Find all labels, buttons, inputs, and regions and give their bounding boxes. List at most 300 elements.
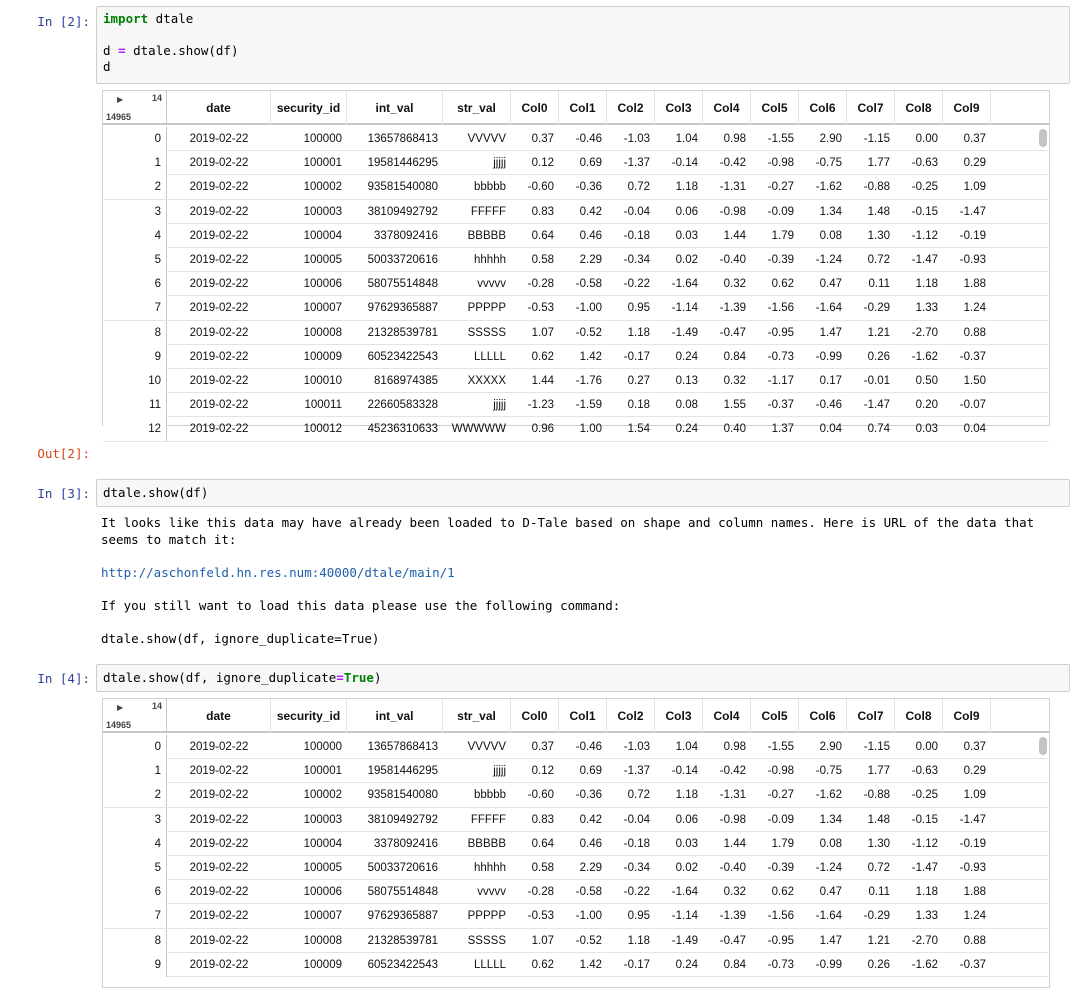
column-header-date[interactable]: date bbox=[167, 91, 271, 125]
table-cell: -1.24 bbox=[815, 862, 842, 874]
table-cell: -1.55 bbox=[767, 741, 794, 753]
table-cell: 1.00 bbox=[579, 423, 602, 436]
table-cell: 1.48 bbox=[867, 205, 890, 218]
table-cell: -0.42 bbox=[719, 765, 746, 778]
table-cell: 0.37 bbox=[963, 133, 986, 145]
table-cell: 2.90 bbox=[819, 741, 842, 753]
row-index: 8 bbox=[103, 929, 167, 953]
grid-corner-menu[interactable] bbox=[103, 91, 167, 125]
table-cell: -0.18 bbox=[623, 837, 650, 850]
table-row[interactable] bbox=[103, 832, 1049, 856]
table-cell: 2019-02-22 bbox=[189, 375, 249, 387]
table-cell: 1.18 bbox=[627, 326, 650, 339]
table-row[interactable] bbox=[103, 759, 1049, 783]
column-header-col7[interactable]: Col7 bbox=[847, 699, 895, 733]
table-cell: bbbbb bbox=[474, 789, 506, 802]
table-cell: -0.47 bbox=[719, 326, 746, 339]
row-index: 4 bbox=[103, 832, 167, 856]
column-header-int-val[interactable]: int_val bbox=[347, 91, 443, 125]
table-cell: 2019-02-22 bbox=[189, 278, 249, 291]
keyword-import: import bbox=[103, 11, 149, 26]
table-cell: -1.64 bbox=[671, 886, 698, 899]
table-cell: -1.00 bbox=[575, 302, 602, 315]
code-line-3: d bbox=[103, 59, 111, 74]
table-cell: 0.08 bbox=[819, 837, 842, 850]
column-header-col0[interactable]: Col0 bbox=[511, 91, 559, 125]
table-cell: 1.42 bbox=[579, 958, 602, 971]
table-cell: 1.18 bbox=[675, 789, 698, 802]
table-row[interactable] bbox=[103, 783, 1049, 807]
table-row[interactable] bbox=[103, 904, 1049, 928]
code-cell-2[interactable] bbox=[96, 6, 1070, 84]
column-header-security-id[interactable]: security_id bbox=[271, 699, 347, 733]
table-cell: FFFFF bbox=[470, 205, 506, 218]
table-cell: 0.98 bbox=[723, 741, 746, 753]
scrollbar-thumb[interactable] bbox=[1039, 737, 1047, 755]
table-cell: 100004 bbox=[303, 837, 342, 850]
row-index: 6 bbox=[103, 272, 167, 296]
table-cell: 0.18 bbox=[627, 399, 650, 412]
column-header-col6[interactable]: Col6 bbox=[799, 91, 847, 125]
code-line-1 bbox=[103, 670, 1063, 686]
table-cell: 1.88 bbox=[963, 278, 986, 291]
table-cell: 38109492792 bbox=[367, 205, 438, 218]
table-cell: 0.64 bbox=[531, 229, 554, 242]
table-cell: 93581540080 bbox=[367, 789, 438, 802]
table-cell: 2019-02-22 bbox=[189, 350, 249, 363]
table-row[interactable] bbox=[103, 296, 1049, 320]
input-prompt-2: In [2]: bbox=[37, 14, 90, 29]
table-cell: 0.95 bbox=[627, 910, 650, 923]
table-cell: 1.33 bbox=[915, 302, 938, 315]
table-cell: 100001 bbox=[303, 157, 342, 170]
table-cell: 100001 bbox=[303, 765, 342, 778]
table-cell: -0.60 bbox=[527, 181, 554, 194]
table-row[interactable] bbox=[103, 321, 1049, 345]
table-cell: 100005 bbox=[303, 254, 342, 266]
table-cell: 97629365887 bbox=[367, 910, 438, 923]
table-cell: SSSSS bbox=[467, 934, 506, 947]
table-cell: -2.70 bbox=[911, 326, 938, 339]
scrollbar-thumb[interactable] bbox=[1039, 129, 1047, 147]
column-header-col0[interactable]: Col0 bbox=[511, 699, 559, 733]
table-row[interactable] bbox=[103, 735, 1049, 759]
table-cell: -1.64 bbox=[815, 910, 842, 923]
table-cell: jjjjj bbox=[493, 157, 506, 170]
table-cell: 0.06 bbox=[675, 205, 698, 218]
row-index: 5 bbox=[103, 248, 167, 272]
table-cell: 0.32 bbox=[723, 886, 746, 899]
table-cell: 100011 bbox=[304, 399, 342, 412]
table-cell: -0.53 bbox=[527, 910, 554, 923]
column-header-col6[interactable]: Col6 bbox=[799, 699, 847, 733]
table-cell: hhhhh bbox=[474, 862, 506, 874]
table-cell: 45236310633 bbox=[367, 423, 438, 436]
table-cell: 0.42 bbox=[579, 205, 602, 218]
table-cell: -0.39 bbox=[767, 254, 794, 266]
table-row[interactable] bbox=[103, 417, 1049, 441]
table-cell: 1.37 bbox=[771, 423, 794, 436]
table-row[interactable] bbox=[103, 953, 1049, 977]
table-cell: 0.62 bbox=[771, 278, 794, 291]
table-cell: 1.04 bbox=[675, 741, 698, 753]
table-cell: LLLLL bbox=[474, 958, 506, 971]
table-row[interactable] bbox=[103, 175, 1049, 199]
table-cell: jjjjj bbox=[493, 399, 506, 412]
column-count: 14 bbox=[151, 93, 162, 103]
code-text: ) bbox=[373, 670, 382, 685]
table-cell: 0.83 bbox=[531, 813, 554, 826]
table-cell: 2019-02-22 bbox=[189, 741, 249, 753]
table-cell: 0.32 bbox=[723, 375, 746, 387]
table-cell: 0.40 bbox=[723, 423, 746, 436]
table-cell: -1.62 bbox=[911, 958, 938, 971]
column-header-security-id[interactable]: security_id bbox=[271, 91, 347, 125]
table-cell: -1.39 bbox=[719, 302, 746, 315]
table-cell: 0.47 bbox=[819, 886, 842, 899]
table-cell: -0.25 bbox=[911, 789, 938, 802]
row-index: 4 bbox=[103, 224, 167, 248]
column-header-col7[interactable]: Col7 bbox=[847, 91, 895, 125]
column-header-col1[interactable]: Col1 bbox=[559, 91, 607, 125]
table-cell: -0.46 bbox=[575, 133, 602, 145]
table-cell: 1.47 bbox=[819, 934, 842, 947]
column-header-str-val[interactable]: str_val bbox=[443, 91, 511, 125]
table-cell: -0.36 bbox=[575, 789, 602, 802]
table-cell: PPPPP bbox=[467, 302, 506, 315]
table-cell: 2019-02-22 bbox=[189, 302, 249, 315]
table-row[interactable] bbox=[103, 127, 1049, 151]
table-cell: 2019-02-22 bbox=[189, 254, 249, 266]
table-cell: 100012 bbox=[303, 423, 342, 436]
table-cell: 1.88 bbox=[963, 886, 986, 899]
table-cell: -0.28 bbox=[527, 886, 554, 899]
table-cell: vvvvv bbox=[477, 278, 506, 291]
table-cell: 50033720616 bbox=[367, 254, 438, 266]
table-cell: -0.53 bbox=[527, 302, 554, 315]
table-cell: -0.37 bbox=[959, 350, 986, 363]
code-cell-3[interactable] bbox=[96, 479, 1070, 507]
table-cell: 58075514848 bbox=[367, 886, 438, 899]
table-cell: 0.50 bbox=[915, 375, 938, 387]
table-cell: -0.88 bbox=[863, 181, 890, 194]
table-cell: 2019-02-22 bbox=[189, 789, 249, 802]
table-cell: -0.34 bbox=[623, 862, 650, 874]
table-cell: -0.19 bbox=[959, 837, 986, 850]
table-cell: -0.09 bbox=[767, 813, 794, 826]
table-cell: 0.29 bbox=[963, 765, 986, 778]
row-index: 1 bbox=[103, 151, 167, 175]
table-cell: -0.98 bbox=[767, 157, 794, 170]
triangle-right-icon[interactable]: ▶ bbox=[117, 703, 124, 712]
table-cell: 0.88 bbox=[963, 934, 986, 947]
table-cell: -0.75 bbox=[815, 157, 842, 170]
table-cell: 1.55 bbox=[723, 399, 746, 412]
table-cell: 100006 bbox=[303, 278, 342, 291]
table-cell: 0.47 bbox=[819, 278, 842, 291]
table-cell: 1.79 bbox=[771, 837, 794, 850]
output-prompt-2: Out[2]: bbox=[37, 446, 90, 461]
table-cell: -0.60 bbox=[527, 789, 554, 802]
table-cell: -1.23 bbox=[527, 399, 554, 412]
table-cell: 19581446295 bbox=[367, 157, 438, 170]
table-cell: 2019-02-22 bbox=[189, 862, 249, 874]
column-header-str-val[interactable]: str_val bbox=[443, 699, 511, 733]
table-cell: -0.40 bbox=[719, 862, 746, 874]
column-header-col2[interactable]: Col2 bbox=[607, 91, 655, 125]
table-cell: -1.49 bbox=[671, 934, 698, 947]
table-cell: -1.47 bbox=[863, 399, 890, 412]
code-text: d bbox=[103, 43, 119, 58]
column-header-col3[interactable]: Col3 bbox=[655, 91, 703, 125]
table-cell: 2019-02-22 bbox=[189, 157, 249, 170]
code-text: dtale bbox=[148, 11, 194, 26]
row-total: 14965 bbox=[106, 112, 132, 122]
dtale-grid-1[interactable] bbox=[102, 90, 1050, 436]
table-cell: -1.59 bbox=[575, 399, 602, 412]
row-index: 3 bbox=[103, 808, 167, 832]
column-header-col4[interactable]: Col4 bbox=[703, 91, 751, 125]
table-cell: -1.12 bbox=[911, 229, 938, 242]
table-cell: -0.18 bbox=[623, 229, 650, 242]
table-cell: -0.42 bbox=[719, 157, 746, 170]
table-cell: 0.11 bbox=[868, 886, 890, 899]
table-cell: -0.58 bbox=[575, 278, 602, 291]
table-cell: -1.47 bbox=[959, 813, 986, 826]
table-cell: 1.33 bbox=[915, 910, 938, 923]
column-header-col3[interactable]: Col3 bbox=[655, 699, 703, 733]
table-cell: 0.24 bbox=[675, 423, 698, 436]
table-cell: -1.14 bbox=[671, 302, 698, 315]
table-cell: -0.09 bbox=[767, 205, 794, 218]
table-cell: XXXXX bbox=[467, 375, 506, 387]
keyword-true: True bbox=[343, 670, 374, 685]
table-cell: 1.18 bbox=[915, 886, 938, 899]
table-cell: 1.48 bbox=[867, 813, 890, 826]
table-cell: -0.88 bbox=[863, 789, 890, 802]
table-cell: 0.62 bbox=[771, 886, 794, 899]
table-cell: 0.88 bbox=[963, 326, 986, 339]
column-header-col8[interactable]: Col8 bbox=[895, 699, 943, 733]
column-header-col5[interactable]: Col5 bbox=[751, 699, 799, 733]
column-header-col9[interactable]: Col9 bbox=[943, 91, 991, 125]
row-index: 3 bbox=[103, 200, 167, 224]
table-cell: -0.04 bbox=[623, 205, 650, 218]
table-cell: 100009 bbox=[303, 958, 342, 971]
table-cell: 0.17 bbox=[819, 375, 842, 387]
table-cell: 0.46 bbox=[579, 229, 602, 242]
table-row[interactable] bbox=[103, 224, 1049, 248]
table-cell: -0.01 bbox=[863, 375, 890, 387]
table-cell: 100002 bbox=[303, 789, 342, 802]
table-cell: 2019-02-22 bbox=[189, 958, 249, 971]
table-cell: -1.55 bbox=[767, 133, 794, 145]
table-cell: -1.62 bbox=[911, 350, 938, 363]
table-cell: -0.95 bbox=[767, 326, 794, 339]
table-cell: 21328539781 bbox=[367, 934, 438, 947]
input-prompt-4: In [4]: bbox=[37, 671, 90, 686]
table-cell: 2019-02-22 bbox=[189, 229, 249, 242]
row-index: 5 bbox=[103, 856, 167, 880]
table-cell: 100009 bbox=[303, 350, 342, 363]
column-count: 14 bbox=[151, 701, 162, 711]
table-cell: 2019-02-22 bbox=[189, 205, 249, 218]
table-cell: 0.69 bbox=[579, 765, 602, 778]
row-index: 6 bbox=[103, 880, 167, 904]
code-cell-4[interactable] bbox=[96, 664, 1070, 692]
table-cell: 0.03 bbox=[675, 229, 698, 242]
input-prompt-3: In [3]: bbox=[37, 486, 90, 501]
load-instruction-text: If you still want to load this data please use the following command: bbox=[101, 598, 621, 613]
table-cell: BBBBB bbox=[467, 837, 506, 850]
table-cell: 60523422543 bbox=[367, 350, 438, 363]
table-row[interactable] bbox=[103, 200, 1049, 224]
table-cell: -0.36 bbox=[575, 181, 602, 194]
table-row[interactable] bbox=[103, 856, 1049, 880]
table-cell: 38109492792 bbox=[367, 813, 438, 826]
column-header-col1[interactable]: Col1 bbox=[559, 699, 607, 733]
dtale-grid-2[interactable] bbox=[102, 698, 1050, 988]
table-cell: -0.28 bbox=[527, 278, 554, 291]
code-line-1 bbox=[103, 11, 1063, 27]
table-cell: -1.49 bbox=[671, 326, 698, 339]
table-cell: 1.30 bbox=[867, 837, 890, 850]
table-cell: 0.32 bbox=[723, 278, 746, 291]
table-row[interactable] bbox=[103, 151, 1049, 175]
table-row[interactable] bbox=[103, 248, 1049, 272]
table-cell: -0.63 bbox=[911, 157, 938, 170]
table-row[interactable] bbox=[103, 929, 1049, 953]
table-cell: 1.34 bbox=[819, 205, 842, 218]
table-cell: 0.13 bbox=[675, 375, 698, 387]
triangle-right-icon[interactable]: ▶ bbox=[117, 95, 124, 104]
table-cell: 100005 bbox=[303, 862, 342, 874]
column-header-col5[interactable]: Col5 bbox=[751, 91, 799, 125]
column-header-col4[interactable]: Col4 bbox=[703, 699, 751, 733]
table-row[interactable] bbox=[103, 272, 1049, 296]
table-cell: -1.15 bbox=[863, 741, 890, 753]
table-cell: 2019-02-22 bbox=[189, 181, 249, 194]
table-cell: 0.37 bbox=[531, 133, 554, 145]
table-cell: 2019-02-22 bbox=[189, 765, 249, 778]
table-row[interactable] bbox=[103, 808, 1049, 832]
row-index: 1 bbox=[103, 759, 167, 783]
table-cell: -0.98 bbox=[719, 205, 746, 218]
table-cell: 0.06 bbox=[675, 813, 698, 826]
table-cell: -0.52 bbox=[575, 934, 602, 947]
table-cell: 1.18 bbox=[627, 934, 650, 947]
table-row[interactable] bbox=[103, 880, 1049, 904]
column-header-col2[interactable]: Col2 bbox=[607, 699, 655, 733]
table-cell: -1.62 bbox=[815, 181, 842, 194]
table-cell: -0.46 bbox=[575, 741, 602, 753]
table-cell: -0.63 bbox=[911, 765, 938, 778]
column-header-date[interactable]: date bbox=[167, 699, 271, 733]
table-cell: -0.07 bbox=[959, 399, 986, 412]
table-cell: -0.19 bbox=[959, 229, 986, 242]
table-cell: 97629365887 bbox=[367, 302, 438, 315]
table-cell: 2019-02-22 bbox=[189, 133, 249, 145]
table-cell: 1.77 bbox=[867, 765, 890, 778]
table-cell: -0.93 bbox=[959, 254, 986, 266]
table-cell: 1.47 bbox=[819, 326, 842, 339]
table-cell: -1.03 bbox=[623, 133, 650, 145]
table-cell: 2019-02-22 bbox=[189, 886, 249, 899]
table-cell: 19581446295 bbox=[367, 765, 438, 778]
table-cell: 2019-02-22 bbox=[189, 423, 249, 436]
table-row[interactable] bbox=[103, 393, 1049, 417]
table-cell: -0.04 bbox=[623, 813, 650, 826]
table-cell: 100007 bbox=[303, 910, 342, 923]
table-cell: 2019-02-22 bbox=[189, 326, 249, 339]
table-cell: 0.26 bbox=[867, 350, 890, 363]
table-cell: 0.64 bbox=[531, 837, 554, 850]
table-cell: 0.12 bbox=[531, 765, 554, 778]
table-cell: 100000 bbox=[303, 133, 342, 145]
table-cell: -1.15 bbox=[863, 133, 890, 145]
column-header-col8[interactable]: Col8 bbox=[895, 91, 943, 125]
table-cell: 100008 bbox=[303, 934, 342, 947]
table-row[interactable] bbox=[103, 369, 1049, 393]
vertical-scrollbar[interactable] bbox=[1037, 127, 1047, 425]
table-cell: 2.29 bbox=[579, 862, 602, 874]
table-cell: -1.76 bbox=[575, 375, 602, 387]
table-cell: 100003 bbox=[303, 205, 342, 218]
column-header-int-val[interactable]: int_val bbox=[347, 699, 443, 733]
table-cell: -0.73 bbox=[767, 350, 794, 363]
grid-corner-menu[interactable] bbox=[103, 699, 167, 733]
table-cell: 2019-02-22 bbox=[189, 813, 249, 826]
table-cell: 0.37 bbox=[531, 741, 554, 753]
table-cell: 1.50 bbox=[963, 375, 986, 387]
vertical-scrollbar[interactable] bbox=[1037, 735, 1047, 987]
table-cell: -0.29 bbox=[863, 302, 890, 315]
table-cell: 93581540080 bbox=[367, 181, 438, 194]
table-cell: vvvvv bbox=[477, 886, 506, 899]
code-text: dtale.show(df, ignore_duplicate bbox=[103, 670, 337, 685]
table-cell: -1.12 bbox=[911, 837, 938, 850]
table-cell: VVVVV bbox=[467, 133, 506, 145]
table-cell: 1.04 bbox=[675, 133, 698, 145]
table-cell: 0.29 bbox=[963, 157, 986, 170]
table-cell: -1.64 bbox=[815, 302, 842, 315]
table-cell: -0.99 bbox=[815, 350, 842, 363]
table-cell: -0.22 bbox=[623, 278, 650, 291]
row-index: 9 bbox=[103, 953, 167, 977]
row-index: 7 bbox=[103, 296, 167, 320]
table-cell: -0.47 bbox=[719, 934, 746, 947]
table-row[interactable] bbox=[103, 345, 1049, 369]
table-cell: 100004 bbox=[303, 229, 342, 242]
column-header-col9[interactable]: Col9 bbox=[943, 699, 991, 733]
table-cell: 0.58 bbox=[531, 254, 554, 266]
table-cell: 0.08 bbox=[675, 399, 698, 412]
dtale-url-link[interactable]: http://aschonfeld.hn.res.num:40000/dtale/main/1 bbox=[101, 565, 455, 580]
table-cell: 1.34 bbox=[819, 813, 842, 826]
table-cell: 2019-02-22 bbox=[189, 934, 249, 947]
code-line-1: dtale.show(df) bbox=[103, 485, 209, 500]
table-cell: 1.09 bbox=[963, 789, 986, 802]
table-cell: WWWWW bbox=[451, 423, 506, 436]
table-cell: 0.24 bbox=[675, 958, 698, 971]
duplicate-warning-message: It looks like this data may have already been loaded to D-Tale based on shape and column names. Here is URL of the data that seems to match it: bbox=[101, 515, 1042, 547]
table-cell: 0.26 bbox=[867, 958, 890, 971]
table-cell: -0.27 bbox=[767, 789, 794, 802]
row-index: 2 bbox=[103, 175, 167, 199]
table-cell: 1.09 bbox=[963, 181, 986, 194]
table-cell: -0.52 bbox=[575, 326, 602, 339]
table-cell: -0.17 bbox=[623, 350, 650, 363]
